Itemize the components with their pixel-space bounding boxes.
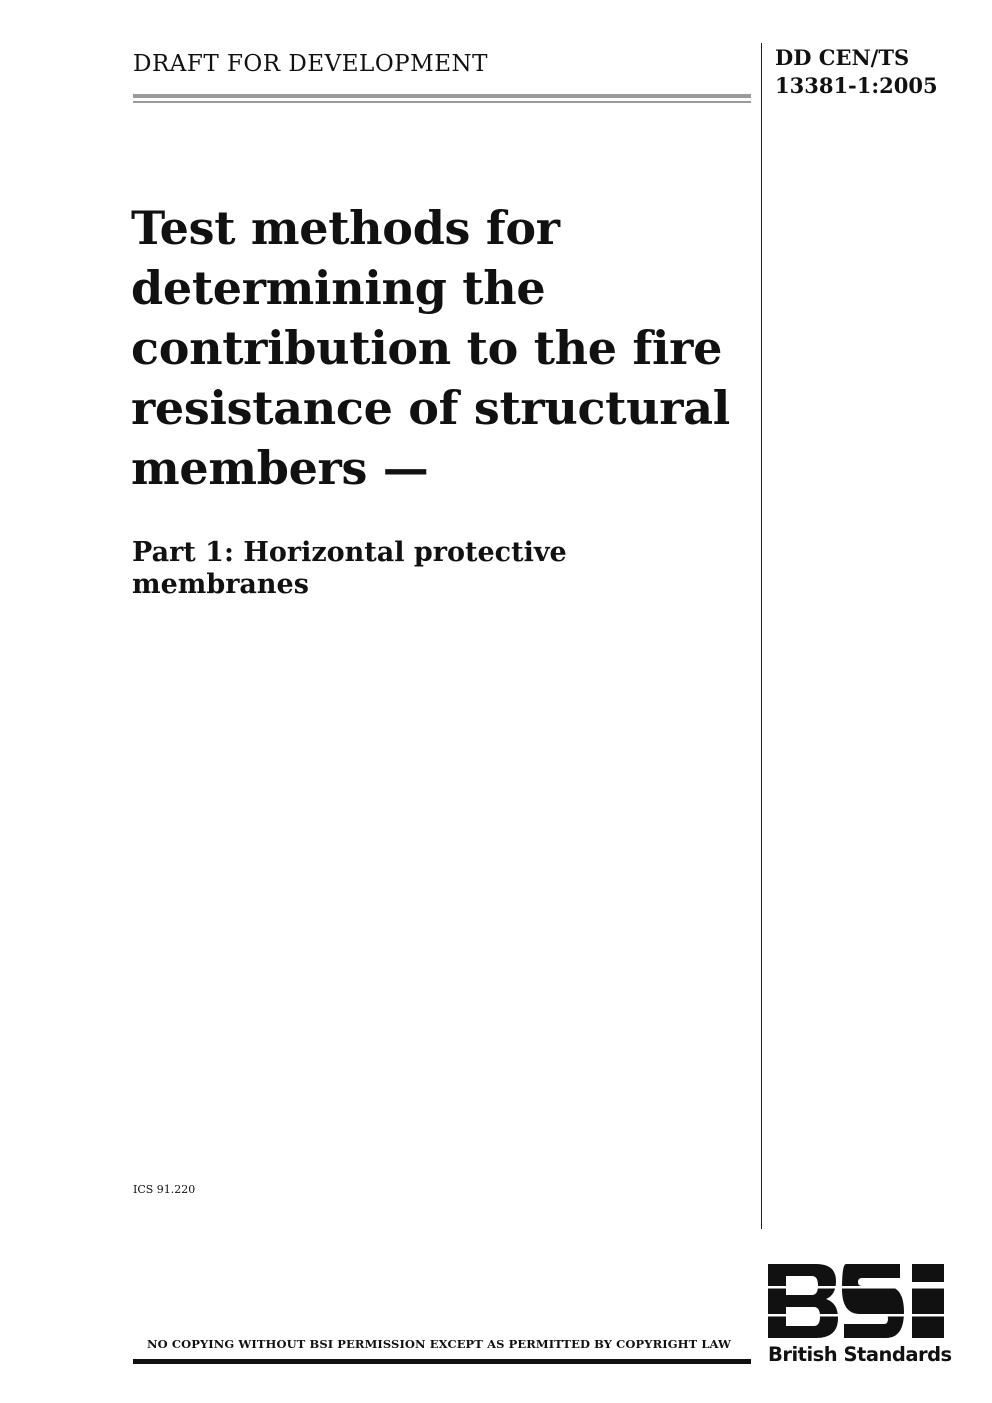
footer-rule [133,1359,751,1364]
part-subtitle [132,537,732,601]
title-line: resistance of structural [131,381,730,435]
title-line: Test methods for [131,201,560,255]
header-rule-top [133,94,751,98]
reference-line: DD CEN/TS [775,45,910,70]
reference-line: 13381-1:2005 [775,73,938,98]
header-rule-bottom [133,101,751,103]
ics-code: ICS 91.220 [133,1183,196,1196]
document-type: DRAFT FOR DEVELOPMENT [133,51,488,77]
subtitle-line: Part 1: Horizontal protective [132,537,567,568]
document-reference [775,44,938,100]
title-line: determining the [131,261,546,315]
vertical-divider [761,43,762,1229]
title-line: members — [131,441,429,495]
copyright-notice: NO COPYING WITHOUT BSI PERMISSION EXCEPT AS PERMITTED BY COPYRIGHT LAW [147,1337,732,1351]
title-line: contribution to the fire [131,321,723,375]
subtitle-line: membranes [132,569,309,600]
main-title [131,198,746,498]
logo-caption: British Standards [768,1343,952,1366]
